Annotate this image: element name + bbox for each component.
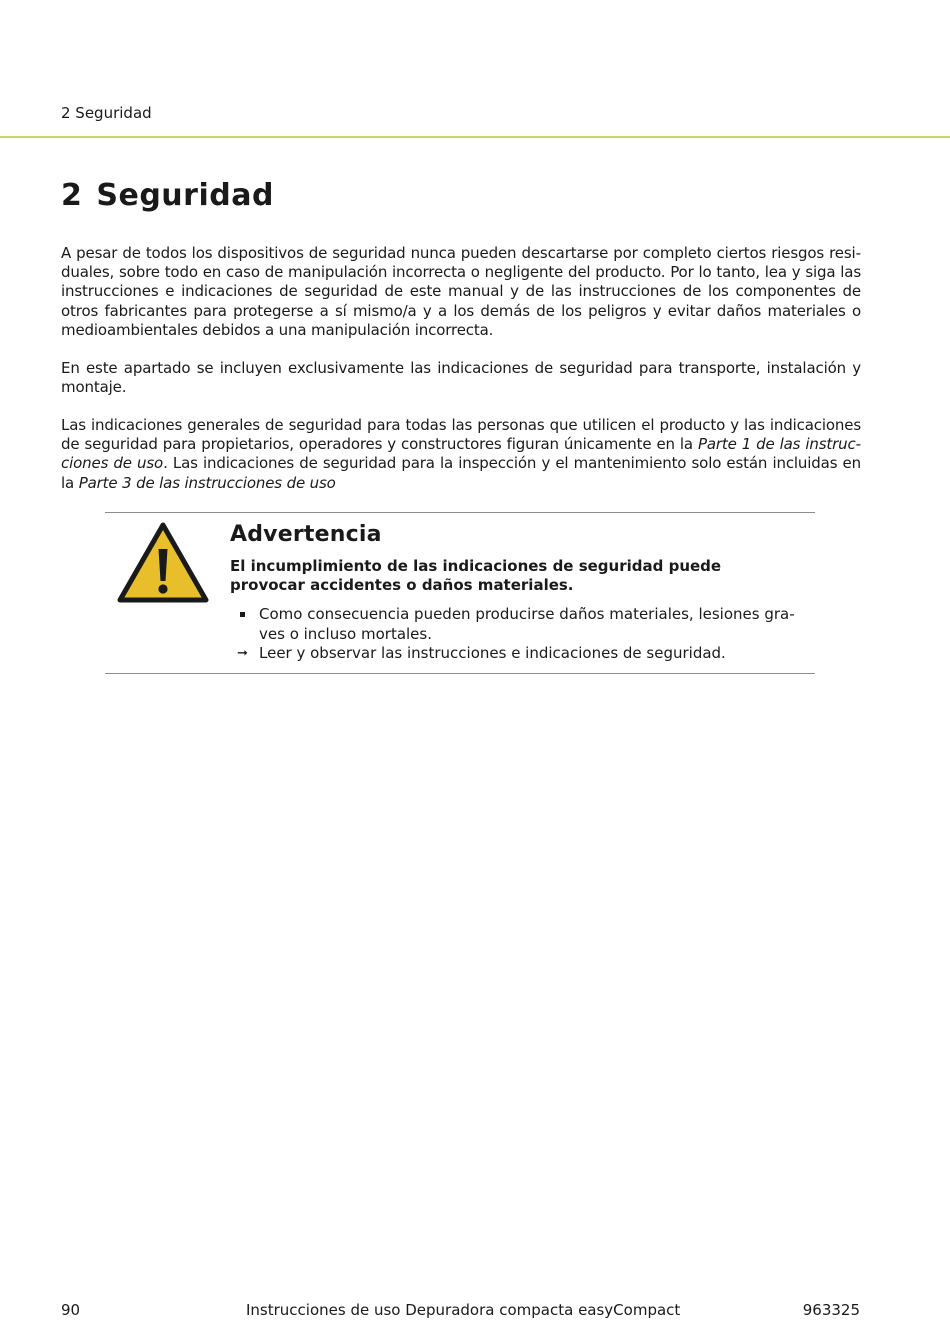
warning-notice	[105, 512, 815, 674]
footer-page-number: 90	[61, 1301, 81, 1319]
warning-content	[230, 521, 795, 663]
chapter-title	[61, 176, 274, 216]
arrow-right-icon: ➞	[237, 645, 248, 661]
reference-part-1: Parte 1 de las instrucciones de uso	[61, 435, 861, 473]
warning-list	[230, 605, 795, 663]
warning-action	[230, 644, 795, 663]
intro-paragraph: A pesar de todos los dispositivos de seguridad nunca pueden descartarse por completo ciertos riesgos residuales, sobre todo en caso de manipulación incorrecta o negligente del producto. Por lo tanto, lea y siga las instrucciones e indicaciones de seguridad de este manual y de las instrucciones de los componentes de otros fabricantes para protegerse a sí mismo/a y a los demás de los peligros y evitar daños materiales o medioambientales debidos a una manipulación incorrecta.	[61, 244, 861, 339]
scope-paragraph: En este apartado se incluyen exclusivamente las indicaciones de seguridad para transporte, instalación y montaje.	[61, 359, 861, 397]
warning-triangle-icon	[116, 521, 210, 605]
warning-title: Advertencia	[230, 522, 382, 547]
chapter-title-text: Seguridad	[96, 178, 274, 213]
bullet-square-icon	[240, 612, 245, 617]
header-divider	[0, 136, 950, 138]
references-text-1: Las indicaciones generales de seguridad para todas las personas que utilicen el producto y las indicaciones de seguridad para propietarios, operadores y constructores figuran únicamente en la	[61, 416, 861, 454]
warning-consequence-text: Como consecuencia pueden producirse daños materiales, lesiones graves o incluso mortales.	[259, 605, 795, 643]
references-paragraph	[61, 416, 861, 493]
running-header: 2 Seguridad	[61, 104, 152, 122]
footer-document-number: 963325	[802, 1301, 860, 1319]
warning-subtitle: El incumplimiento de las indicaciones de seguridad puede provocar accidentes o daños materiales.	[230, 557, 722, 595]
warning-action-text: Leer y observar las instrucciones e indicaciones de seguridad.	[259, 643, 726, 662]
reference-part-3: Parte 3 de las instrucciones de uso	[78, 473, 336, 492]
references-text-2: . Las indicaciones de seguridad para la inspección y el mantenimiento solo están incluidas en la	[61, 454, 861, 492]
chapter-number: 2	[61, 178, 83, 213]
warning-consequence	[230, 605, 795, 643]
footer-document-title: Instrucciones de uso Depuradora compacta easyCompact	[246, 1301, 681, 1319]
